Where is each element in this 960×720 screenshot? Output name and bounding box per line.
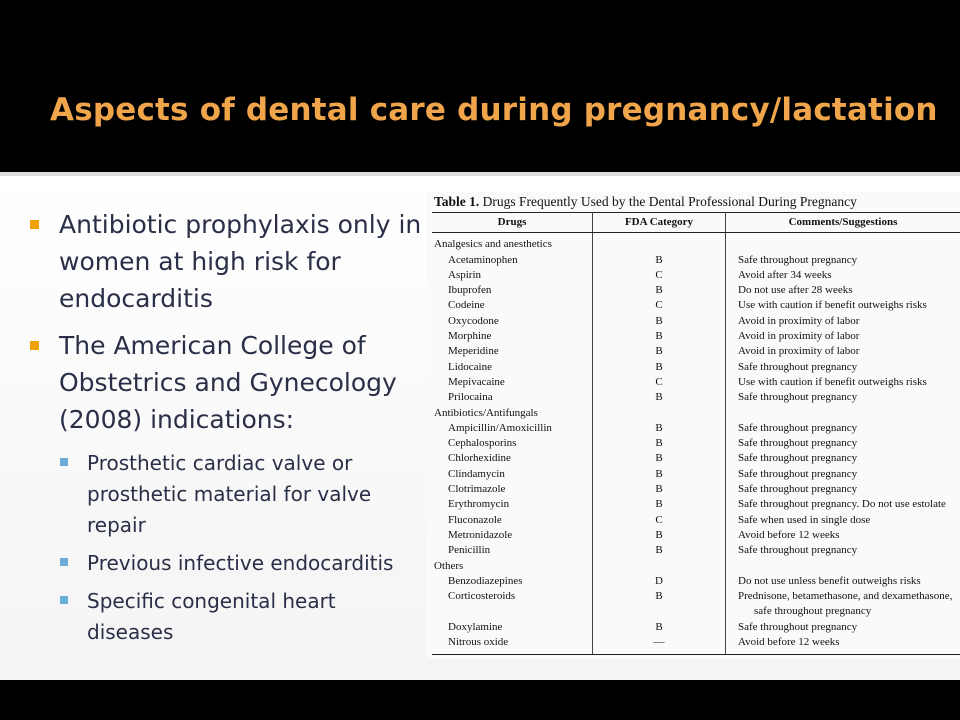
drug-name: Chlorhexidine: [432, 451, 593, 466]
comment-text: Avoid in proximity of labor: [738, 314, 860, 327]
fda-category: B: [593, 451, 726, 466]
table-row: [432, 589, 960, 620]
comment-cell: [726, 421, 960, 436]
fda-category: B: [593, 344, 726, 359]
sub-bullet-text: Prosthetic cardiac valve or prosthetic material for valve repair: [87, 451, 372, 537]
comment-text: Safe throughout pregnancy: [738, 467, 858, 480]
sub-bullet-item: [60, 548, 425, 579]
table-row: [432, 253, 960, 268]
table-row: [432, 543, 960, 558]
comment-text: Safe throughout pregnancy: [738, 253, 858, 266]
bullet-item: [30, 206, 425, 317]
table-row: [432, 344, 960, 359]
comment-text: Avoid before 12 weeks: [738, 636, 840, 649]
comment-text: Prednisone, betamethasone, and dexamethasone,: [738, 590, 953, 603]
table-group-row: [432, 233, 960, 253]
bullet-text: The American College of Obstetrics and Gynecology (2008) indications:: [59, 331, 397, 434]
drug-name: Nitrous oxide: [432, 635, 593, 655]
drug-name: Erythromycin: [432, 497, 593, 512]
table-row: [432, 390, 960, 405]
comment-text: Avoid in proximity of labor: [738, 345, 860, 358]
empty-cell: [726, 559, 960, 574]
fda-category: B: [593, 543, 726, 558]
drug-name: Meperidine: [432, 344, 593, 359]
comment-cell: [726, 589, 960, 620]
empty-cell: [726, 233, 960, 253]
table-row: [432, 329, 960, 344]
comment-cell: [726, 574, 960, 589]
comment-cell: [726, 513, 960, 528]
drug-name: Benzodiazepines: [432, 574, 593, 589]
comment-cell: [726, 436, 960, 451]
bullet-list: [30, 206, 425, 655]
table-header-row: [432, 213, 960, 233]
drug-name: Cephalosporins: [432, 436, 593, 451]
drug-table: [432, 212, 960, 655]
drug-name: Penicillin: [432, 543, 593, 558]
table-row: [432, 421, 960, 436]
table-caption-text: Drugs Frequently Used by the Dental Professional During Pregnancy: [482, 194, 857, 209]
comment-cell: [726, 497, 960, 512]
drug-name: Doxylamine: [432, 620, 593, 635]
comment-text: Safe throughout pregnancy: [738, 452, 858, 465]
comment-cell: [726, 467, 960, 482]
table-row: [432, 635, 960, 655]
table-group-row: [432, 406, 960, 421]
fda-category: B: [593, 390, 726, 405]
group-name: Others: [432, 559, 593, 574]
fda-category: D: [593, 574, 726, 589]
comment-text: Do not use unless benefit outweighs risks: [738, 574, 921, 587]
comment-cell: [726, 298, 960, 313]
square-bullet-icon: [60, 596, 68, 604]
drug-name: Ampicillin/Amoxicillin: [432, 421, 593, 436]
comment-text: Use with caution if benefit outweighs risks: [738, 375, 927, 388]
square-bullet-icon: [30, 220, 39, 229]
comment-cell: [726, 344, 960, 359]
table-row: [432, 620, 960, 635]
drug-name: Aspirin: [432, 268, 593, 283]
fda-category: B: [593, 314, 726, 329]
drug-name: Clindamycin: [432, 467, 593, 482]
comment-cell: [726, 329, 960, 344]
comment-text: Safe throughout pregnancy: [738, 391, 858, 404]
drug-name: Clotrimazole: [432, 482, 593, 497]
comment-text-continued: safe throughout pregnancy: [754, 605, 872, 618]
drug-name: Prilocaina: [432, 390, 593, 405]
drug-name: Metronidazole: [432, 528, 593, 543]
square-bullet-icon: [60, 458, 68, 466]
table-body: [432, 233, 960, 655]
bullet-text: Antibiotic prophylaxis only in women at high risk for endocarditis: [59, 210, 422, 313]
bullet-item: [30, 327, 425, 438]
comment-text: Avoid before 12 weeks: [738, 528, 840, 541]
drug-table-image: [426, 192, 960, 659]
comment-text: Safe when used in single dose: [738, 513, 871, 526]
comment-text: Safe throughout pregnancy. Do not use estolate: [738, 498, 946, 511]
table-row: [432, 513, 960, 528]
fda-category: B: [593, 360, 726, 375]
comment-cell: [726, 375, 960, 390]
title-bar: [0, 0, 960, 172]
table-row: [432, 574, 960, 589]
table-row: [432, 497, 960, 512]
table-caption-label: Table 1.: [434, 194, 480, 209]
empty-cell: [593, 233, 726, 253]
sub-bullet-text: Specific congenital heart diseases: [87, 589, 336, 644]
comment-text: Do not use after 28 weeks: [738, 284, 853, 297]
table-row: [432, 360, 960, 375]
fda-category: B: [593, 482, 726, 497]
drug-name: Fluconazole: [432, 513, 593, 528]
header-comments: Comments/Suggestions: [726, 213, 960, 233]
drug-name: Ibuprofen: [432, 283, 593, 298]
fda-category: B: [593, 436, 726, 451]
fda-category: C: [593, 375, 726, 390]
comment-text: Avoid in proximity of labor: [738, 330, 860, 343]
empty-cell: [593, 406, 726, 421]
table-row: [432, 375, 960, 390]
drug-name: Corticosteroids: [432, 589, 593, 620]
table-row: [432, 451, 960, 466]
bottom-bar: [0, 680, 960, 720]
comment-text: Safe throughout pregnancy: [738, 620, 858, 633]
comment-text: Use with caution if benefit outweighs risks: [738, 299, 927, 312]
header-drugs: Drugs: [432, 213, 593, 233]
table-row: [432, 528, 960, 543]
fda-category: B: [593, 283, 726, 298]
table-row: [432, 436, 960, 451]
comment-cell: [726, 390, 960, 405]
fda-category: B: [593, 467, 726, 482]
fda-category: B: [593, 589, 726, 620]
fda-category: C: [593, 268, 726, 283]
drug-name: Oxycodone: [432, 314, 593, 329]
group-name: Antibiotics/Antifungals: [432, 406, 593, 421]
comment-cell: [726, 620, 960, 635]
table-row: [432, 283, 960, 298]
comment-text: Safe throughout pregnancy: [738, 483, 858, 496]
drug-name: Mepivacaine: [432, 375, 593, 390]
fda-category: —: [593, 635, 726, 655]
drug-name: Morphine: [432, 329, 593, 344]
sub-bullet-text: Previous infective endocarditis: [87, 551, 394, 575]
empty-cell: [726, 406, 960, 421]
comment-cell: [726, 314, 960, 329]
square-bullet-icon: [60, 558, 68, 566]
comment-cell: [726, 253, 960, 268]
sub-bullet-item: [60, 448, 425, 541]
header-fda-category: FDA Category: [593, 213, 726, 233]
table-caption: [434, 194, 857, 210]
comment-cell: [726, 528, 960, 543]
comment-text: Avoid after 34 weeks: [738, 268, 832, 281]
comment-text: Safe throughout pregnancy: [738, 421, 858, 434]
drug-name: Codeine: [432, 298, 593, 313]
table-group-row: [432, 559, 960, 574]
fda-category: B: [593, 421, 726, 436]
fda-category: C: [593, 298, 726, 313]
comment-cell: [726, 268, 960, 283]
comment-cell: [726, 360, 960, 375]
empty-cell: [593, 559, 726, 574]
comment-cell: [726, 482, 960, 497]
comment-text: Safe throughout pregnancy: [738, 360, 858, 373]
sub-bullet-item: [60, 586, 425, 648]
table-row: [432, 298, 960, 313]
square-bullet-icon: [30, 341, 39, 350]
drug-name: Lidocaine: [432, 360, 593, 375]
comment-text: Safe throughout pregnancy: [738, 437, 858, 450]
comment-cell: [726, 283, 960, 298]
table-row: [432, 268, 960, 283]
group-name: Analgesics and anesthetics: [432, 233, 593, 253]
comment-cell: [726, 635, 960, 655]
fda-category: B: [593, 528, 726, 543]
table-row: [432, 314, 960, 329]
table-row: [432, 467, 960, 482]
fda-category: B: [593, 253, 726, 268]
fda-category: B: [593, 329, 726, 344]
table-row: [432, 482, 960, 497]
fda-category: B: [593, 497, 726, 512]
drug-name: Acetaminophen: [432, 253, 593, 268]
comment-cell: [726, 451, 960, 466]
fda-category: B: [593, 620, 726, 635]
fda-category: C: [593, 513, 726, 528]
comment-cell: [726, 543, 960, 558]
comment-text: Safe throughout pregnancy: [738, 544, 858, 557]
slide-title: Aspects of dental care during pregnancy/lactation: [50, 92, 938, 128]
